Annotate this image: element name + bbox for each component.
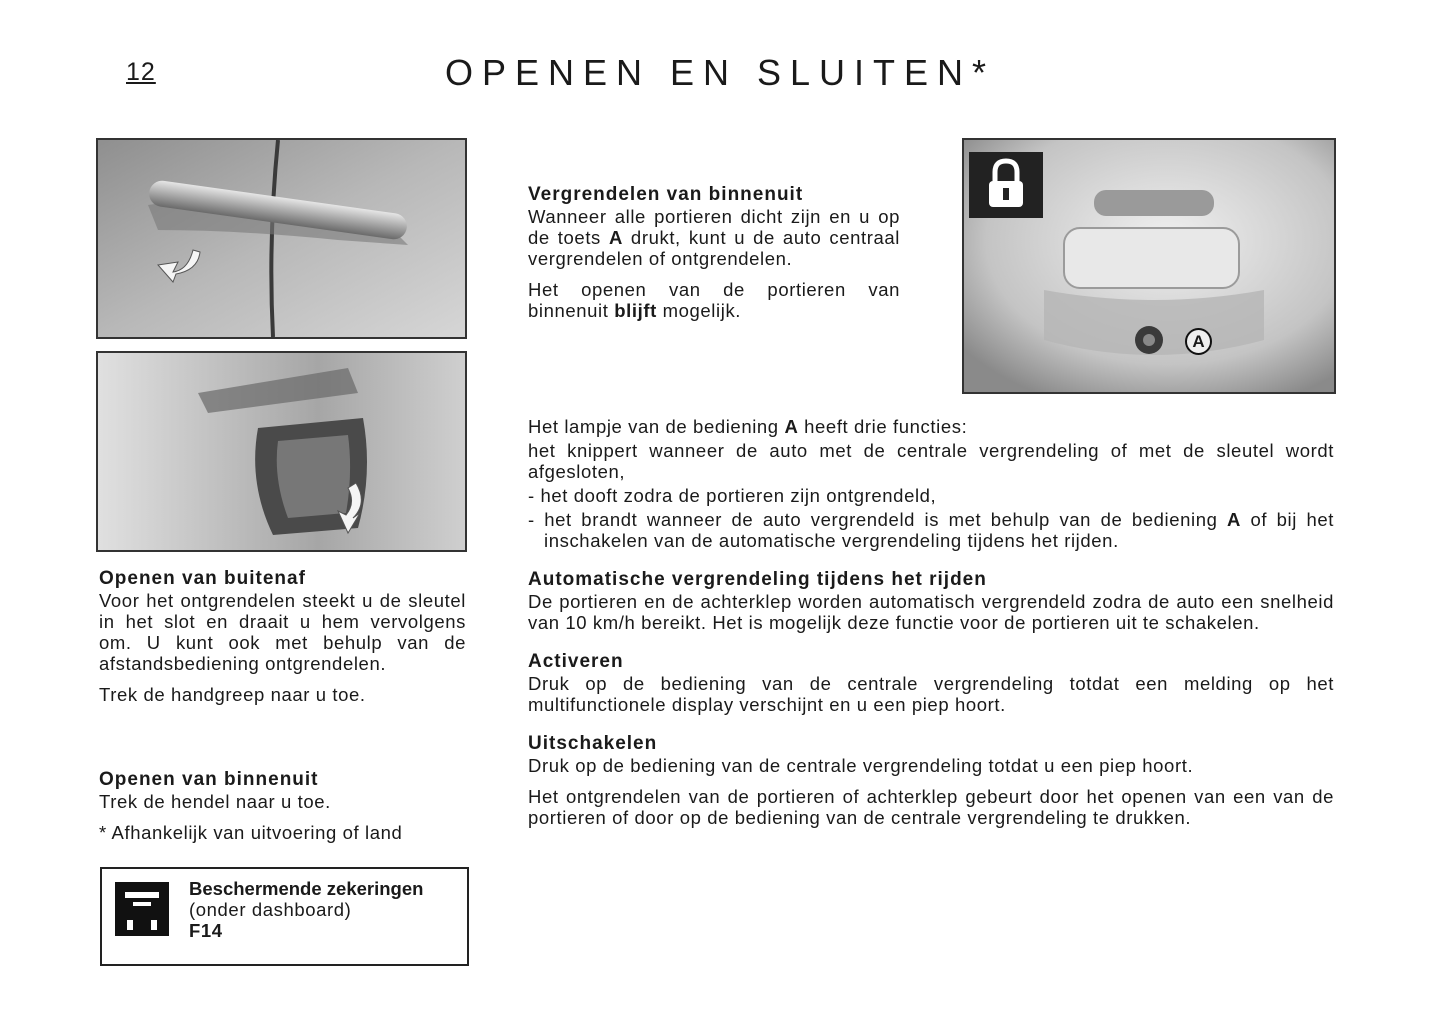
lamp-item-3: - het brandt wanneer de auto vergrendeld is met behulp van de bediening A of bij het inschakelen van de automatische vergrendeling tijdens het rijden. xyxy=(528,509,1334,551)
page-number: 12 xyxy=(126,58,156,86)
heading-outside: Openen van buitenaf xyxy=(99,568,306,589)
disable-paragraph: Druk op de bediening van de centrale vergrendeling totdat u een piep hoort. xyxy=(528,755,1194,776)
heading-auto-lock: Automatische vergrendeling tijdens het rijden xyxy=(528,569,987,590)
outside-paragraph: Voor het ontgrendelen steekt u de sleutel in het slot en draait u hem vervolgens om. U kunt ook met behulp van de afstandsbediening ontgrendelen. xyxy=(99,590,466,674)
lock-icon xyxy=(969,152,1043,218)
outside-pull-paragraph: Trek de handgreep naar u toe. xyxy=(99,684,366,705)
lock-inside-section xyxy=(528,184,900,321)
ceiling-console-photo xyxy=(962,138,1336,394)
fuse-info-box xyxy=(100,867,469,966)
heading-activate: Activeren xyxy=(528,651,624,672)
fuse-location: (onder dashboard) xyxy=(189,899,352,920)
heading-disable: Uitschakelen xyxy=(528,733,658,754)
left-column-inside xyxy=(99,769,466,843)
lock-inside-paragraph: Wanneer alle portieren dicht zijn en u op de toets A drukt, kunt u de auto centraal vergrendelen of ontgrendelen. xyxy=(528,206,900,269)
inside-paragraph: Trek de hendel naar u toe. xyxy=(99,791,331,812)
lock-inside-paragraph-2: Het openen van de portieren van binnenuit blijft mogelijk. xyxy=(528,279,900,321)
left-column-outside xyxy=(99,568,466,705)
auto-lock-paragraph: De portieren en de achterklep worden automatisch vergrendeld zodra de auto een snelheid van 10 km/h bereikt. Het is mogelijk deze functie voor de portieren uit te schakelen. xyxy=(528,591,1334,633)
lamp-intro: Het lampje van de bediening A heeft drie functies: xyxy=(528,416,968,437)
fuse-icon xyxy=(115,882,169,936)
button-a-label: A xyxy=(1185,328,1212,355)
lamp-item-2: - het dooft zodra de portieren zijn ontgrendeld, xyxy=(528,485,937,506)
disable-paragraph-2: Het ontgrendelen van de portieren of achterklep gebeurt door het openen van een van de portieren of door op de bediening van de centrale vergrendeling te drukken. xyxy=(528,786,1334,828)
interior-handle-photo xyxy=(96,351,467,552)
heading-lock-inside: Vergrendelen van binnenuit xyxy=(528,184,804,205)
right-column xyxy=(528,416,1334,828)
fuse-code: F14 xyxy=(189,920,223,941)
heading-inside: Openen van binnenuit xyxy=(99,769,319,790)
page-title: OPENEN EN SLUITEN* xyxy=(444,52,996,93)
fuse-title: Beschermende zekeringen xyxy=(189,878,424,899)
footnote: * Afhankelijk van uitvoering of land xyxy=(99,822,403,843)
activate-paragraph: Druk op de bediening van de centrale vergrendeling totdat een melding op het multifunctionele display verschijnt en u een piep hoort. xyxy=(528,673,1334,715)
lamp-item-1: het knippert wanneer de auto met de centrale vergrendeling of met de sleutel wordt afgesloten, xyxy=(528,440,1334,482)
exterior-handle-photo xyxy=(96,138,467,339)
